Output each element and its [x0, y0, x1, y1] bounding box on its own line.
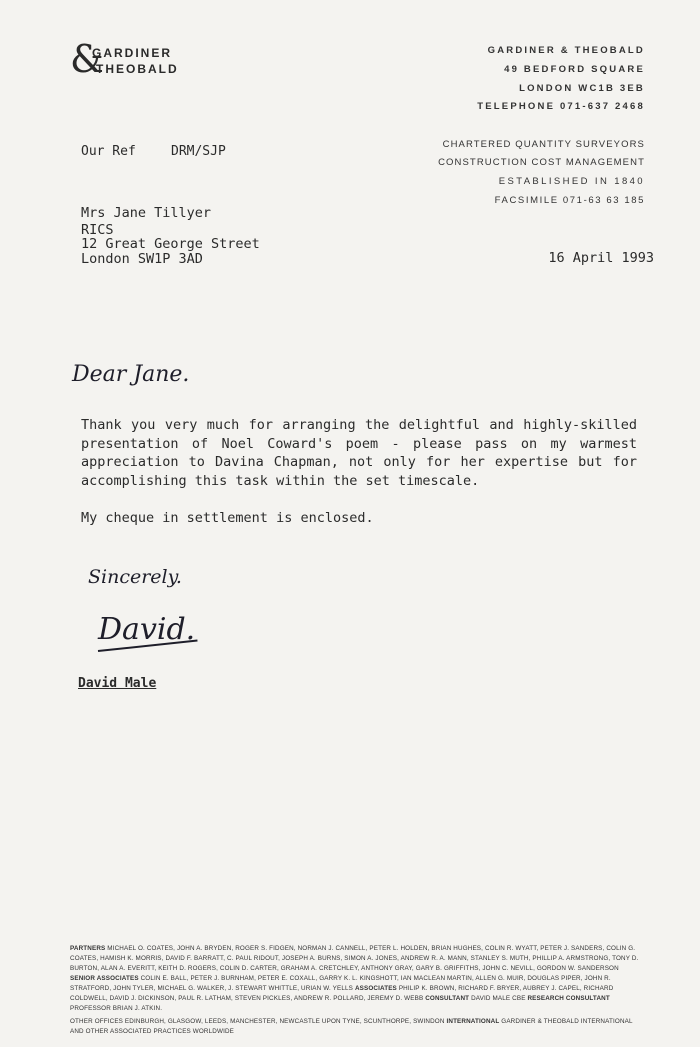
logo-line-2: THEOBALD — [96, 62, 179, 76]
footer-research-label: RESEARCH CONSULTANT — [527, 995, 610, 1002]
footer-other-offices — [70, 1017, 645, 1037]
letterhead-service: CONSTRUCTION COST MANAGEMENT — [438, 157, 645, 168]
logo-ampersand: & — [70, 37, 104, 81]
recipient-org: RICS — [81, 222, 114, 238]
reference-value: DRM/SJP — [171, 144, 226, 159]
footer-international-label: INTERNATIONAL — [446, 1018, 500, 1025]
footer-partners — [70, 944, 645, 1014]
body-paragraph-2: My cheque in settlement is enclosed. — [81, 510, 374, 526]
letterhead-firm-name: GARDINER & THEOBALD — [487, 45, 645, 56]
recipient-name: Mrs Jane Tillyer — [81, 205, 212, 221]
signature: David. — [98, 612, 196, 647]
letterhead-telephone: TELEPHONE 071-637 2468 — [477, 101, 645, 112]
footer-associates-label: ASSOCIATES — [354, 985, 397, 992]
footer-associates-list: PHILIP K. BROWN, RICHARD F. BRYER, AUBREY J. CAPEL, RICHARD COLDWELL, DAVID J. DICKINSON, PAUL R. LATHAM, STEVEN PICKLES, ANDREW R. POLLARD, JEREMY D. WEBB — [70, 985, 614, 1002]
footer-senior-associates-list: COLIN E. BALL, PETER J. BURNHAM, PETER E. COXALL, GARRY K. L. KINGSHOTT, IAN MACLEAN MARTIN, ALLEN G. MUIR, DOUGLAS PIPER, JOHN R. STRATFORD, JOHN TYLER, MICHAEL G. WALKER, J. STEWART WHITTLE, URIAN W. YELLS — [70, 975, 611, 992]
body-paragraph-1: Thank you very much for arranging the delightful and highly-skilled presentation of Noel Coward's poem - please pass on my warmest appreciation to Davina Chapman, not only for her expertise but for accomplishing this task within the set timescale. — [81, 417, 637, 489]
footer-international: GARDINER & THEOBALD INTERNATIONAL AND OTHER ASSOCIATED PRACTICES WORLDWIDE — [70, 1018, 633, 1035]
letterhead-facsimile: FACSIMILE 071-63 63 185 — [494, 195, 645, 206]
signer-name: David Male — [78, 676, 157, 691]
recipient-city: London SW1P 3AD — [81, 251, 203, 267]
letterhead-established: ESTABLISHED IN 1840 — [498, 176, 645, 187]
footer-consultant-label: CONSULTANT — [425, 995, 470, 1002]
letterhead-address-2: LONDON WC1B 3EB — [519, 83, 645, 94]
recipient-street: 12 Great George Street — [81, 236, 260, 252]
salutation: Dear Jane. — [72, 362, 190, 387]
footer-partners-label: PARTNERS — [70, 945, 106, 952]
logo-line-1: GARDINER — [92, 46, 173, 60]
letterhead-address-1: 49 BEDFORD SQUARE — [504, 64, 645, 75]
letterhead-profession: CHARTERED QUANTITY SURVEYORS — [442, 139, 645, 150]
footer — [70, 944, 645, 1037]
letter-date: 16 April 1993 — [548, 250, 654, 266]
closing: Sincerely. — [88, 566, 182, 588]
footer-research: PROFESSOR BRIAN J. ATKIN. — [70, 1005, 163, 1012]
footer-partners-list: MICHAEL O. COATES, JOHN A. BRYDEN, ROGER S. FIDGEN, NORMAN J. CANNELL, PETER L. HOLDEN, BRIAN HUGHES, COLIN R. WYATT, PETER J. SANDERS, COLIN G. COATES, HAMISH K. MORRIS, DAVID F. BARRATT, C. PAUL RIDOUT, JOSEPH A. BURNS, SIMON A. JONES, ANDREW R. A. MANN, STANLEY S. MUTH, PHILLIP A. ARMSTRONG, TONY D. BURTON, ALAN A. EVERITT, KEITH D. ROGERS, COLIN D. CARTER, GRAHAM A. CRETCHLEY, ANTHONY GRAY, GARY B. GRIFFITHS, JOHN C. NEVILL, GORDON W. SANDERSON — [70, 945, 639, 972]
footer-senior-associates-label: SENIOR ASSOCIATES — [70, 975, 139, 982]
reference-label: Our Ref — [81, 144, 136, 159]
footer-other-offices-list: OTHER OFFICES EDINBURGH, GLASGOW, LEEDS, MANCHESTER, NEWCASTLE UPON TYNE, SCUNTHORPE, SWINDON — [70, 1018, 445, 1025]
footer-consultant: DAVID MALE CBE — [471, 995, 526, 1002]
